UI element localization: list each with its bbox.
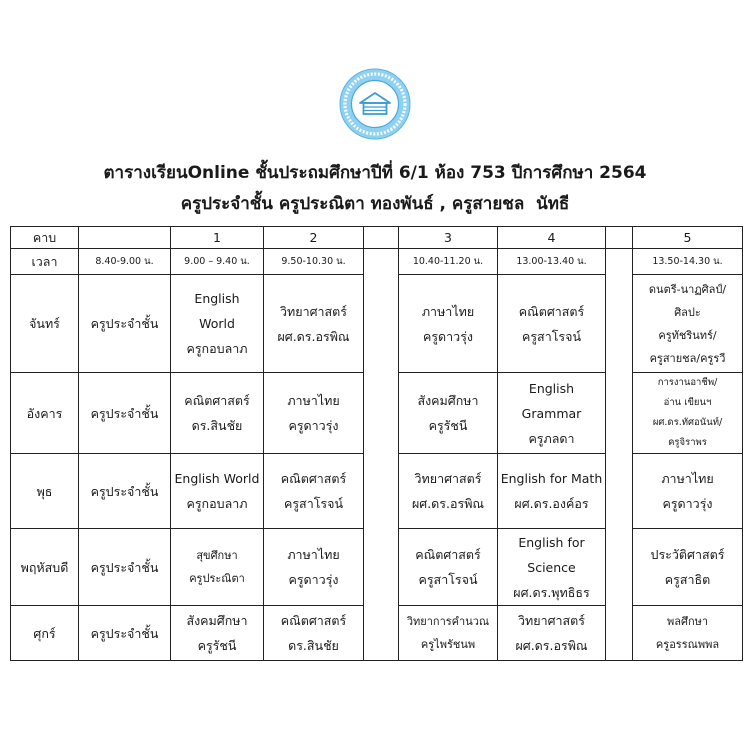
day-label: จันทร์	[11, 275, 79, 373]
time-row	[11, 249, 743, 275]
period-label: คาบ	[11, 227, 79, 249]
break-column-1	[364, 249, 399, 661]
subject-line: สุขศึกษา	[196, 549, 238, 562]
subject-line: วิทยาศาสตร์	[414, 471, 482, 486]
subject-line: สังคมศึกษา	[186, 613, 248, 628]
period-2-header: 2	[264, 227, 364, 249]
subject-line: สังคมศึกษา	[417, 393, 479, 408]
homeroom-cell: ครูประจำชั้น	[79, 275, 171, 373]
teacher-line: ครูสาโรจน์	[283, 496, 344, 511]
period-header-row	[11, 227, 743, 249]
teacher-line: ครูจิราพร	[668, 437, 707, 448]
page-title	[0, 158, 750, 220]
teacher-line: ครูอรรณพพล	[655, 638, 720, 651]
class-cell	[171, 454, 264, 529]
subject-line: ภาษาไทย	[421, 303, 475, 319]
period-2-time: 9.50-10.30 น.	[264, 249, 364, 275]
class-cell	[633, 373, 743, 454]
timetable	[10, 226, 743, 661]
subject-line: วิทยาการคำนวณ	[406, 615, 490, 628]
class-cell	[264, 373, 364, 454]
teacher-line: ผศ.ดร.อรพิณ	[277, 328, 350, 344]
period-5-time: 13.50-14.30 น.	[633, 249, 743, 275]
class-cell	[171, 529, 264, 606]
subject-line: ดนตรี-นาฏศิลป์/	[648, 282, 727, 296]
class-cell	[171, 606, 264, 661]
class-cell	[399, 606, 498, 661]
teacher-line: ครูไพรัชนพ	[420, 638, 476, 651]
class-cell	[399, 373, 498, 454]
subject-line: ภาษาไทย	[287, 393, 340, 408]
day-label: พฤหัสบดี	[11, 529, 79, 606]
homeroom-period-header	[79, 227, 171, 249]
subject-line: English	[194, 291, 240, 306]
subject-line: English	[528, 380, 575, 396]
teacher-line: ผศ.ดร.อรพิณ	[515, 638, 588, 653]
class-cell	[633, 529, 743, 606]
break-1-header	[364, 227, 399, 249]
period-1-header: 1	[171, 227, 264, 249]
class-cell	[633, 275, 743, 373]
subject-line: อ่าน เขียนฯ	[663, 397, 712, 408]
teacher-line: ครูภลดา	[528, 430, 575, 446]
class-cell	[264, 454, 364, 529]
teacher-line: ครูกอบลาภ	[186, 496, 248, 511]
subject-line: คณิตศาสตร์	[280, 471, 347, 486]
teacher-line: ครูดาวรุ่ง	[662, 496, 713, 511]
teacher-line: ผศ.ดร.พุทธิธร	[513, 584, 590, 600]
class-cell	[498, 373, 606, 454]
day-label: ศุกร์	[11, 606, 79, 661]
teacher-line: ครูดาวรุ่ง	[288, 418, 339, 433]
class-cell	[264, 529, 364, 606]
homeroom-cell: ครูประจำชั้น	[79, 373, 171, 454]
subject-line: คณิตศาสตร์	[184, 393, 250, 408]
school-seal-icon	[339, 68, 411, 140]
subject-line: English for	[518, 534, 585, 550]
subject-line: คณิตศาสตร์	[518, 303, 585, 319]
subject-line: Science	[527, 559, 576, 575]
title-line-2: ครูประจำชั้น ครูประณิตา ทองพันธ์ , ครูสายชล นัทธี	[180, 194, 570, 214]
class-cell	[399, 275, 498, 373]
subject-line: English World	[174, 471, 260, 486]
subject-line: วิทยาศาสตร์	[279, 303, 348, 319]
class-cell	[498, 529, 606, 606]
class-cell	[171, 275, 264, 373]
teacher-line: ครูสายชล/ครูรวี	[649, 351, 726, 365]
subject-line: พลศึกษา	[666, 615, 709, 628]
class-cell	[399, 454, 498, 529]
break-column-2	[606, 249, 633, 661]
teacher-line: ครูรัชนี	[197, 638, 237, 653]
class-cell	[264, 275, 364, 373]
teacher-line: ครูดาวรุ่ง	[422, 328, 474, 344]
subject-line: World	[199, 316, 235, 331]
subject-line: วิทยาศาสตร์	[517, 613, 586, 628]
class-cell	[264, 606, 364, 661]
teacher-line: ครูประณิตา	[189, 572, 245, 585]
subject-line: คณิตศาสตร์	[280, 613, 347, 628]
homeroom-time: 8.40-9.00 น.	[79, 249, 171, 275]
day-label: พุธ	[11, 454, 79, 529]
class-cell	[498, 275, 606, 373]
break-2-header	[606, 227, 633, 249]
teacher-line: ผศ.ดร.ทัศอนันท์/	[652, 417, 723, 428]
teacher-line: ดร.สินชัย	[191, 418, 243, 433]
subject-line: Grammar	[521, 405, 582, 421]
teacher-line: ครูรัชนี	[428, 418, 468, 433]
class-cell	[171, 373, 264, 454]
teacher-line: ครูสาโรจน์	[521, 328, 582, 344]
subject-line: English for Math	[500, 471, 603, 486]
class-cell	[633, 606, 743, 661]
time-label: เวลา	[11, 249, 79, 275]
teacher-line: ครูสาโรจน์	[418, 572, 478, 587]
homeroom-cell: ครูประจำชั้น	[79, 529, 171, 606]
teacher-line: ผศ.ดร.องค์อร	[514, 496, 589, 511]
period-3-header: 3	[399, 227, 498, 249]
class-cell	[399, 529, 498, 606]
homeroom-cell: ครูประจำชั้น	[79, 606, 171, 661]
subject-line: ภาษาไทย	[661, 471, 714, 486]
period-4-time: 13.00-13.40 น.	[498, 249, 606, 275]
teacher-line: ครูกอบลาภ	[186, 341, 248, 356]
teacher-line: ดร.สินชัย	[288, 638, 339, 653]
day-label: อังคาร	[11, 373, 79, 454]
teacher-line: ครูดาวรุ่ง	[288, 572, 339, 587]
subject-line: การงานอาชีพ/	[657, 377, 718, 388]
period-3-time: 10.40-11.20 น.	[399, 249, 498, 275]
class-cell	[633, 454, 743, 529]
class-cell	[498, 454, 606, 529]
subject-line: คณิตศาสตร์	[415, 547, 481, 562]
period-1-time: 9.00 – 9.40 น.	[171, 249, 264, 275]
seal-inner-disk	[352, 81, 399, 128]
subject-line: ศิลปะ	[674, 305, 701, 319]
teacher-line: ครูทัชรินทร์/	[658, 328, 717, 342]
title-line-1: ตารางเรียนOnline ชั้นประถมศึกษาปีที่ 6/1 ห้อง 753 ปีการศึกษา 2564	[103, 163, 647, 183]
school-seal	[339, 68, 411, 140]
period-4-header: 4	[498, 227, 606, 249]
teacher-line: ผศ.ดร.อรพิณ	[411, 496, 485, 511]
subject-line: ภาษาไทย	[287, 547, 340, 562]
period-5-header: 5	[633, 227, 743, 249]
class-cell	[498, 606, 606, 661]
homeroom-cell: ครูประจำชั้น	[79, 454, 171, 529]
teacher-line: ครูสาธิต	[664, 572, 711, 587]
subject-line: ประวัติศาสตร์	[650, 547, 725, 562]
